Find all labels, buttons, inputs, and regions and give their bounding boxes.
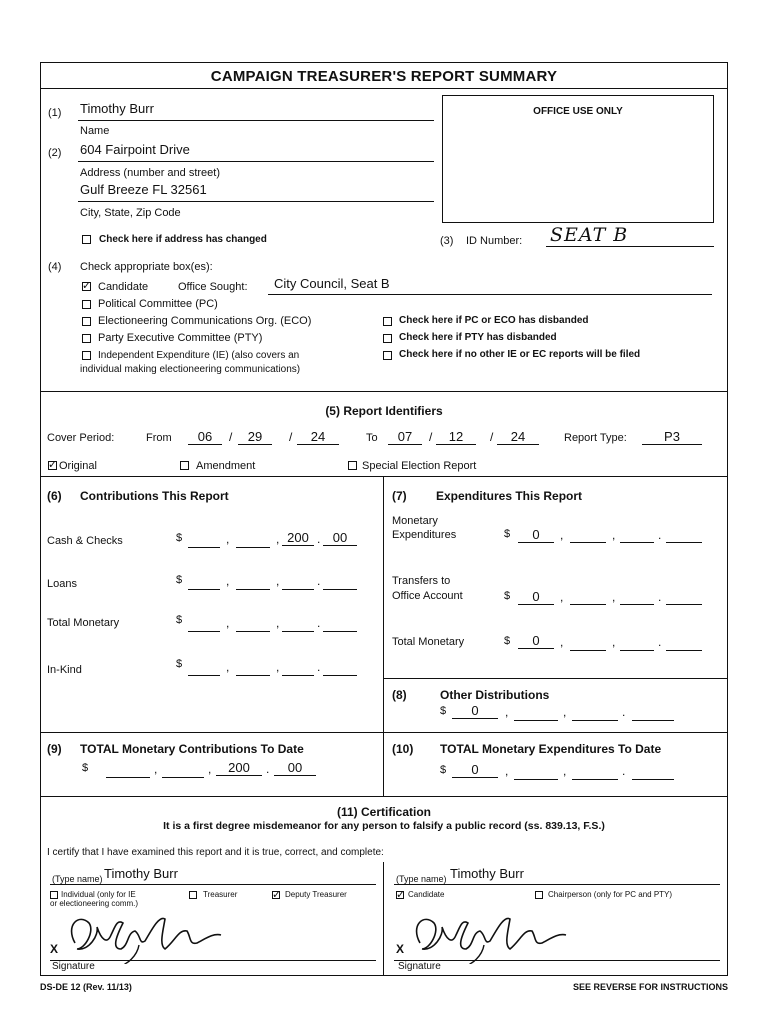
loans-f4[interactable] xyxy=(323,574,357,590)
candidate-sign-label: Candidate xyxy=(408,890,445,899)
other-dist-f3[interactable] xyxy=(572,705,618,721)
inkind-comma-1: , xyxy=(226,660,230,674)
total-contrib-comma-2: , xyxy=(208,762,212,776)
address-underline xyxy=(78,161,434,162)
section9-dollar: $ xyxy=(82,762,89,774)
section9-num: (9) xyxy=(47,742,62,756)
inkind-dollar: $ xyxy=(176,658,183,670)
left-signature-underline xyxy=(50,960,376,961)
name-underline xyxy=(78,120,434,121)
no-other-ie-label: Check here if no other IE or EC reports will be filed xyxy=(399,349,641,360)
signature-divider xyxy=(383,862,384,976)
pc-checkbox[interactable] xyxy=(82,300,91,309)
cash-hundreds[interactable]: 200 xyxy=(282,530,314,546)
other-dist-value[interactable]: 0 xyxy=(452,703,498,719)
section6-num: (6) xyxy=(47,489,62,503)
see-reverse-note: SEE REVERSE FOR INSTRUCTIONS xyxy=(572,982,728,992)
left-x-mark: X xyxy=(50,942,59,956)
inkind-comma-2: , xyxy=(276,660,280,674)
total-dollar-6: $ xyxy=(176,614,183,626)
cash-comma-2: , xyxy=(276,532,280,546)
total-exp-comma-1: , xyxy=(505,764,509,778)
total-monetary-label-6: Total Monetary xyxy=(47,617,120,629)
form-title: CAMPAIGN TREASURER'S REPORT SUMMARY xyxy=(210,68,558,85)
inkind-f3[interactable] xyxy=(282,660,314,676)
eco-checkbox[interactable] xyxy=(82,317,91,326)
loans-f1[interactable] xyxy=(188,574,220,590)
pc-label: Political Committee (PC) xyxy=(98,298,218,310)
monetary-exp-value[interactable]: 0 xyxy=(518,527,554,543)
transfers-f2[interactable] xyxy=(570,589,606,605)
cash-dollar: $ xyxy=(176,532,183,544)
candidate-label: Candidate xyxy=(98,281,149,293)
right-signature-underline xyxy=(394,960,720,961)
office-use-title: OFFICE USE ONLY xyxy=(533,106,623,117)
inkind-f1[interactable] xyxy=(188,660,220,676)
title-divider xyxy=(40,88,728,89)
section11-title: (11) Certification xyxy=(336,805,432,819)
total-contrib-cents[interactable]: 00 xyxy=(274,760,316,776)
transfers-value[interactable]: 0 xyxy=(518,589,554,605)
cash-hundreds-k[interactable] xyxy=(236,532,270,548)
left-name-underline xyxy=(50,884,376,885)
total-exp-f3[interactable] xyxy=(572,764,618,780)
address-changed-checkbox[interactable] xyxy=(82,235,91,244)
section3-num: (3) xyxy=(440,235,454,247)
candidate-checkbox[interactable] xyxy=(82,282,91,291)
total-contrib-comma-1: , xyxy=(154,762,158,776)
loans-label: Loans xyxy=(47,578,77,590)
to-label: To xyxy=(366,432,378,444)
section4-label: Check appropriate box(es): xyxy=(80,261,213,273)
transfers-comma-2: , xyxy=(612,590,616,604)
office-sought-value[interactable]: City Council, Seat B xyxy=(274,276,390,291)
total6-comma-1: , xyxy=(226,616,230,630)
to-slash-2: / xyxy=(490,430,494,444)
id-number-underline xyxy=(546,246,714,247)
address-label: Address (number and street) xyxy=(80,167,221,179)
monetary-exp-comma-2: , xyxy=(612,528,616,542)
total-exp-dot: . xyxy=(622,764,626,778)
total7-f2[interactable] xyxy=(570,635,606,651)
section4-divider xyxy=(40,391,728,392)
transfers-f4[interactable] xyxy=(666,589,702,605)
treasurer-label: Treasurer xyxy=(203,890,238,899)
deputy-treasurer-label: Deputy Treasurer xyxy=(285,890,347,899)
type-name-label-left: (Type name) xyxy=(52,874,103,884)
right-signature-label: Signature xyxy=(398,961,441,972)
city-value[interactable]: Gulf Breeze FL 32561 xyxy=(80,182,207,197)
transfers-comma-1: , xyxy=(560,590,564,604)
city-label: City, State, Zip Code xyxy=(80,207,181,219)
loans-comma-2: , xyxy=(276,574,280,588)
from-day[interactable]: 29 xyxy=(238,429,272,445)
monetary-exp-f3[interactable] xyxy=(620,527,654,543)
section4-num: (4) xyxy=(48,261,62,273)
ie-label-1: Independent Expenditure (IE) (also covers an xyxy=(98,350,300,361)
to-year[interactable]: 24 xyxy=(497,429,539,445)
inkind-dot: . xyxy=(317,660,321,674)
eco-label: Electioneering Communications Org. (ECO) xyxy=(98,315,312,327)
section10-title: TOTAL Monetary Expenditures To Date xyxy=(440,742,662,756)
section10-dollar: $ xyxy=(440,764,447,776)
transfers-label-2: Office Account xyxy=(392,590,463,602)
from-month[interactable]: 06 xyxy=(188,429,222,445)
report-type-value[interactable]: P3 xyxy=(642,429,702,445)
section7-title: Expenditures This Report xyxy=(436,489,583,503)
total6-f4[interactable] xyxy=(323,616,357,632)
section5-divider xyxy=(40,476,728,477)
monetary-exp-f4[interactable] xyxy=(666,527,702,543)
individual-label-2: or electioneering comm.) xyxy=(50,899,139,908)
individual-label-1: Individual (only for IE xyxy=(61,890,136,899)
transfers-dot: . xyxy=(658,590,662,604)
amendment-label: Amendment xyxy=(196,460,256,472)
left-signature-mark[interactable] xyxy=(55,905,235,965)
total-contrib-f2[interactable] xyxy=(162,762,204,778)
total6-dot: . xyxy=(317,616,321,630)
certify-statement: I certify that I have examined this report and it is true, correct, and complete: xyxy=(47,847,384,858)
monetary-exp-label-1: Monetary xyxy=(392,515,438,527)
from-slash-2: / xyxy=(289,430,293,444)
loans-f3[interactable] xyxy=(282,574,314,590)
type-name-label-right: (Type name) xyxy=(396,874,447,884)
inkind-label: In-Kind xyxy=(47,664,82,676)
section1-num: (1) xyxy=(48,107,62,119)
total-contrib-f1[interactable] xyxy=(106,762,150,778)
left-signature-label: Signature xyxy=(52,961,95,972)
middle-divider xyxy=(383,476,384,796)
total7-comma-1: , xyxy=(560,635,564,649)
misdemeanor-warning: It is a first degree misdemeanor for any person to falsify a public record (ss. 839.13, F.S.) xyxy=(163,820,605,832)
section5-title: (5) Report Identifiers xyxy=(325,404,443,418)
total6-f3[interactable] xyxy=(282,616,314,632)
section9-title: TOTAL Monetary Contributions To Date xyxy=(80,742,304,756)
right-signature-mark[interactable] xyxy=(400,905,580,965)
other-dist-comma-2: , xyxy=(563,705,567,719)
original-checkbox[interactable] xyxy=(48,461,57,470)
chairperson-label: Chairperson (only for PC and PTY) xyxy=(548,890,673,899)
transfers-dollar: $ xyxy=(504,590,511,602)
report-type-label: Report Type: xyxy=(564,432,627,444)
special-election-checkbox[interactable] xyxy=(348,461,357,470)
inkind-f2[interactable] xyxy=(236,660,270,676)
chairperson-checkbox[interactable] xyxy=(535,891,543,899)
candidate-sign-checkbox[interactable] xyxy=(396,891,404,899)
address-value[interactable]: 604 Fairpoint Drive xyxy=(80,142,190,157)
other-dist-f4[interactable] xyxy=(632,705,674,721)
total7-f3[interactable] xyxy=(620,635,654,651)
loans-f2[interactable] xyxy=(236,574,270,590)
individual-checkbox[interactable] xyxy=(50,891,58,899)
total-monetary-label-7: Total Monetary xyxy=(392,636,465,648)
total6-f2[interactable] xyxy=(236,616,270,632)
amendment-checkbox[interactable] xyxy=(180,461,189,470)
from-label: From xyxy=(146,432,172,444)
office-use-box xyxy=(442,95,714,223)
to-month[interactable]: 07 xyxy=(388,429,422,445)
monetary-exp-dollar: $ xyxy=(504,528,511,540)
other-dist-f2[interactable] xyxy=(514,705,558,721)
special-election-label: Special Election Report xyxy=(362,460,477,472)
disband-pc-eco-label: Check here if PC or ECO has disbanded xyxy=(399,315,589,326)
id-number-label: ID Number: xyxy=(466,235,523,247)
total-exp-f4[interactable] xyxy=(632,764,674,780)
name-value[interactable]: Timothy Burr xyxy=(80,101,154,116)
right-x-mark: X xyxy=(396,942,405,956)
disband-pty-label: Check here if PTY has disbanded xyxy=(399,332,557,343)
other-dist-dot: . xyxy=(622,705,626,719)
total-exp-f2[interactable] xyxy=(514,764,558,780)
cash-thousands[interactable] xyxy=(188,532,220,548)
section10-divider xyxy=(40,796,728,797)
treasurer-checkbox[interactable] xyxy=(189,891,197,899)
transfers-f3[interactable] xyxy=(620,589,654,605)
section8-divider xyxy=(40,732,728,733)
office-sought-label: Office Sought: xyxy=(178,281,248,293)
inkind-f4[interactable] xyxy=(323,660,357,676)
total-exp-comma-2: , xyxy=(563,764,567,778)
monetary-exp-label-2: Expenditures xyxy=(392,529,457,541)
cash-checks-label: Cash & Checks xyxy=(47,535,123,547)
right-name-underline xyxy=(394,884,720,885)
total-contrib-dot: . xyxy=(266,762,270,776)
deputy-treasurer-checkbox[interactable] xyxy=(272,891,280,899)
cash-cents[interactable]: 00 xyxy=(323,530,357,546)
total7-dollar: $ xyxy=(504,635,511,647)
form-number: DS-DE 12 (Rev. 11/13) xyxy=(40,982,132,992)
total7-value[interactable]: 0 xyxy=(518,633,554,649)
city-underline xyxy=(78,201,434,202)
pty-checkbox[interactable] xyxy=(82,334,91,343)
loans-comma-1: , xyxy=(226,574,230,588)
cash-dot: . xyxy=(317,532,321,546)
left-type-name[interactable]: Timothy Burr xyxy=(104,866,178,881)
monetary-exp-dot: . xyxy=(658,528,662,542)
from-year[interactable]: 24 xyxy=(297,429,339,445)
cash-comma-1: , xyxy=(226,532,230,546)
loans-dollar: $ xyxy=(176,574,183,586)
loans-dot: . xyxy=(317,574,321,588)
section7-divider xyxy=(383,678,728,679)
section7-num: (7) xyxy=(392,489,407,503)
section8-dollar: $ xyxy=(440,705,447,717)
ie-label-2: individual making electioneering communications) xyxy=(80,364,301,375)
office-sought-underline xyxy=(268,294,712,295)
ie-checkbox[interactable] xyxy=(82,351,91,360)
total6-f1[interactable] xyxy=(188,616,220,632)
pty-label: Party Executive Committee (PTY) xyxy=(98,332,263,344)
monetary-exp-comma-1: , xyxy=(560,528,564,542)
to-day[interactable]: 12 xyxy=(436,429,476,445)
no-other-ie-checkbox[interactable] xyxy=(383,351,392,360)
to-slash-1: / xyxy=(429,430,433,444)
from-slash-1: / xyxy=(229,430,233,444)
transfers-label-1: Transfers to xyxy=(392,575,451,587)
disband-pc-eco-checkbox[interactable] xyxy=(383,317,392,326)
total-contrib-hundreds[interactable]: 200 xyxy=(216,760,262,776)
original-label: Original xyxy=(59,460,97,472)
id-number-value[interactable]: SEAT B xyxy=(550,224,629,246)
total7-f4[interactable] xyxy=(666,635,702,651)
name-label: Name xyxy=(80,125,110,137)
disband-pty-checkbox[interactable] xyxy=(383,334,392,343)
total7-dot: . xyxy=(658,635,662,649)
total-exp-value[interactable]: 0 xyxy=(452,762,498,778)
monetary-exp-f2[interactable] xyxy=(570,527,606,543)
right-type-name[interactable]: Timothy Burr xyxy=(450,866,524,881)
section2-num: (2) xyxy=(48,147,62,159)
address-changed-label: Check here if address has changed xyxy=(99,234,267,245)
other-dist-comma-1: , xyxy=(505,705,509,719)
cover-period-label: Cover Period: xyxy=(47,432,115,444)
section6-title: Contributions This Report xyxy=(80,489,229,503)
section10-num: (10) xyxy=(392,742,414,756)
section8-title: Other Distributions xyxy=(440,688,550,702)
total7-comma-2: , xyxy=(612,635,616,649)
section8-num: (8) xyxy=(392,688,407,702)
total6-comma-2: , xyxy=(276,616,280,630)
